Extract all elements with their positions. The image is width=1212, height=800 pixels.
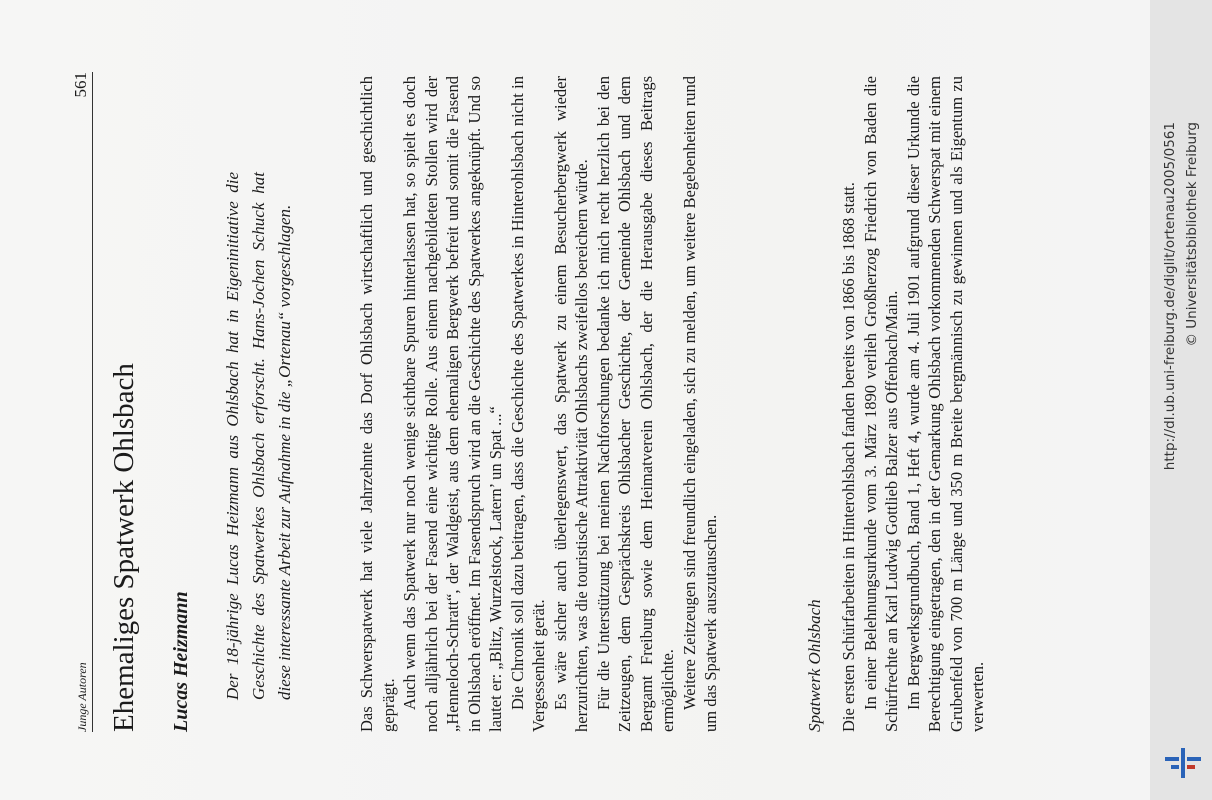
paragraph: Weitere Zeitzeugen sind freundlich eingeladen, sich zu melden, um weitere Begebenheiten rund um das Spatwerk auszutauschen.	[679, 76, 720, 732]
paragraph: Für die Unterstützung bei meinen Nachforschungen bedanke ich mich recht herzlich bei den Zeitzeugen, dem Gesprächskreis Ohlsbacher Geschichte, der Gemeinde Ohlsbach und dem Bergamt Freiburg sowie dem Heimatverein Ohlsbach, der die Herausgabe dieses Beitrags ermöglichte.	[593, 76, 677, 732]
paragraph: Das Schwerspatwerk hat viele Jahrzehnte das Dorf Ohlsbach wirtschaftlich und geschichtlich geprägt.	[357, 76, 398, 732]
paragraph: Die ersten Schürfarbeiten in Hinterohlsbach fanden bereits von 1866 bis 1868 statt.	[839, 182, 858, 732]
section-heading: Spatwerk Ohlsbach	[805, 599, 824, 732]
paragraph: Die Chronik soll dazu beitragen, dass die Geschichte des Spatwerkes in Hinterohlsbach nicht in Vergessenheit gerät.	[507, 76, 548, 732]
paragraph: In einer Belehnungsurkunde vom 3. März 1890 verlieh Großherzog Friedrich von Baden die Schürfrechte an Karl Ludwig Gottlieb Balzer aus Offenbach/Main.	[860, 76, 901, 732]
copyright-notice: © Universitätsbibliothek Freiburg	[1184, 122, 1200, 347]
section-body	[838, 76, 989, 732]
article-title: Ehemaliges Spatwerk Ohlsbach	[108, 363, 140, 732]
source-url[interactable]: http://dl.ub.uni-freiburg.de/diglit/ortenau2005/0561	[1162, 122, 1178, 471]
article-author: Lucas Heizmann	[170, 591, 192, 732]
article-body	[356, 76, 722, 732]
paragraph: Es wäre sicher auch überlegenswert, das Spatwerk zu einem Besucherbergwerk wieder herzurichten, was die touristische Attraktivität Ohlsbachs zweifellos bereichern würde.	[550, 76, 591, 732]
library-sidebar	[1150, 0, 1212, 800]
paragraph: Im Bergwerksgrundbuch, Band 1, Heft 4, wurde am 4. Juli 1901 aufgrund dieser Urkunde die Berechtigung eingetragen, den in der Gemarkung Ohlsbach vorkommenden Schwerspat mit einem Grubenfeld von 700 m Länge und 350 m Breite bergmännisch zu gewinnen und als Eigentum zu verwerten.	[903, 76, 987, 732]
page-number: 561	[71, 72, 90, 98]
article-abstract: Der 18-jährige Lucas Heizmann aus Ohlsbach hat in Eigeninitiative die Geschichte des Spatwerkes Ohlsbach erforscht. Hans-Jochen Schuck hat diese interessante Arbeit zur Aufnahme in die „Ortenau“ vorgeschlagen.	[223, 172, 294, 700]
running-head	[72, 72, 93, 732]
running-head-title: Junge Autoren	[75, 662, 89, 732]
paragraph: Auch wenn das Spatwerk nur noch wenige sichtbare Spuren hinterlassen hat, so spielt es doch noch alljährlich bei der Fasend eine wichtige Rolle. Aus einem nachgebildeten Stollen wird der „Henneloch-Schratt“, der Waldgeist, aus dem ehemaligen Bergwerk befreit und somit die Fasend in Ohlsbach eröffnet. Im Fasendspruch wird an die Geschichte des Spatwerkes angeknüpft. Und so lautet er: „Blitz, Wurzelstock, Latern’ un Spat ...“	[400, 76, 505, 732]
sidebar-rotated	[1150, 0, 1212, 800]
ub-freiburg-logo-icon	[1163, 748, 1203, 778]
